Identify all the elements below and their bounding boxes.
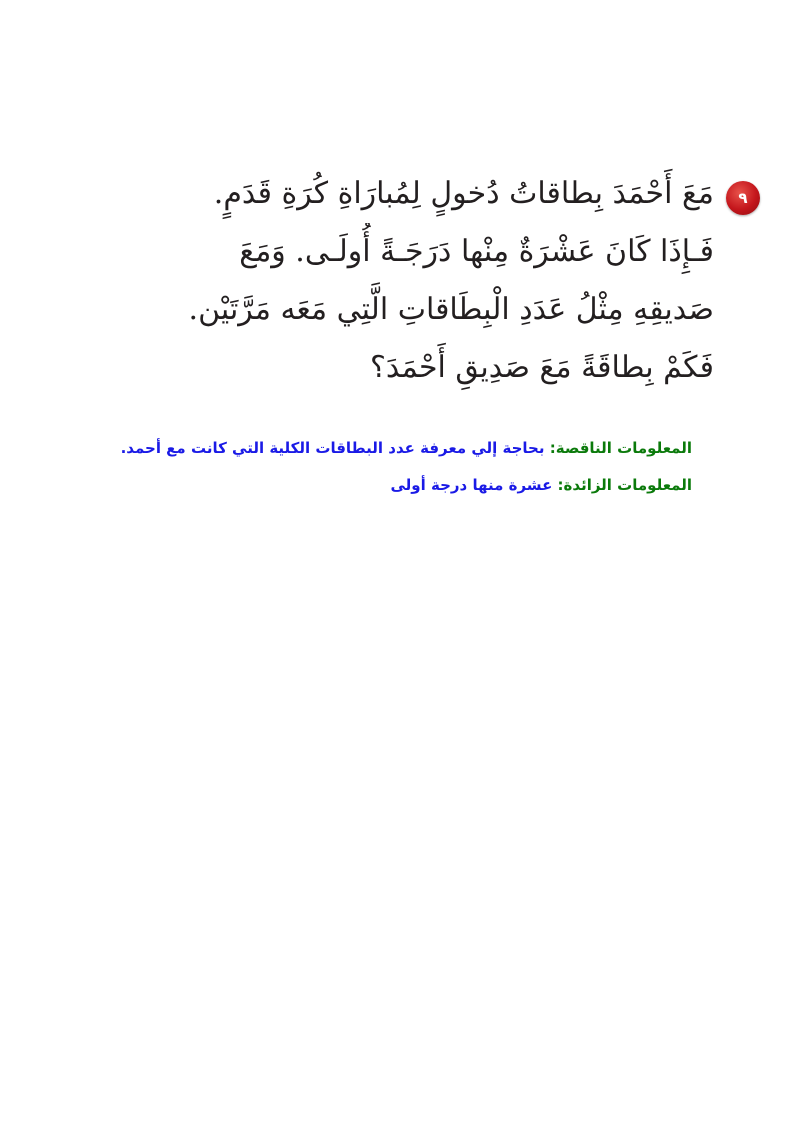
problem-number-badge xyxy=(726,181,760,215)
extra-info-label: المعلومات الزائدة: xyxy=(552,476,692,494)
extra-info-value: عشرة منها درجة أولى xyxy=(390,476,553,494)
missing-info-value: بحاجة إلي معرفة عدد البطاقات الكلية التي كانت مع أحمد. xyxy=(120,439,545,457)
word-problem xyxy=(160,165,760,400)
missing-info-label: المعلومات الناقصة: xyxy=(544,439,692,457)
problem-line: صَديقِهِ مِثْلُ عَدَدِ الْبِطَاقاتِ الَّتِي مَعَه مَرَّتَيْن. xyxy=(188,292,714,327)
answer-section xyxy=(80,438,692,512)
problem-line: فَـإِذَا كَانَ عَشْرَةٌ مِنْها دَرَجَـةً أُولَـى. وَمَعَ xyxy=(239,234,714,269)
missing-info-row xyxy=(80,438,692,459)
problem-number: ٩ xyxy=(738,188,748,207)
problem-line: مَعَ أَحْمَدَ بِطاقاتُ دُخولٍ لِمُبارَاةِ كُرَةِ قَدَمٍ. xyxy=(213,176,714,211)
extra-info-row xyxy=(80,475,692,496)
problem-line: فَكَمْ بِطاقَةً مَعَ صَدِيقِ أَحْمَدَ؟ xyxy=(369,350,714,385)
problem-statement xyxy=(154,165,714,397)
